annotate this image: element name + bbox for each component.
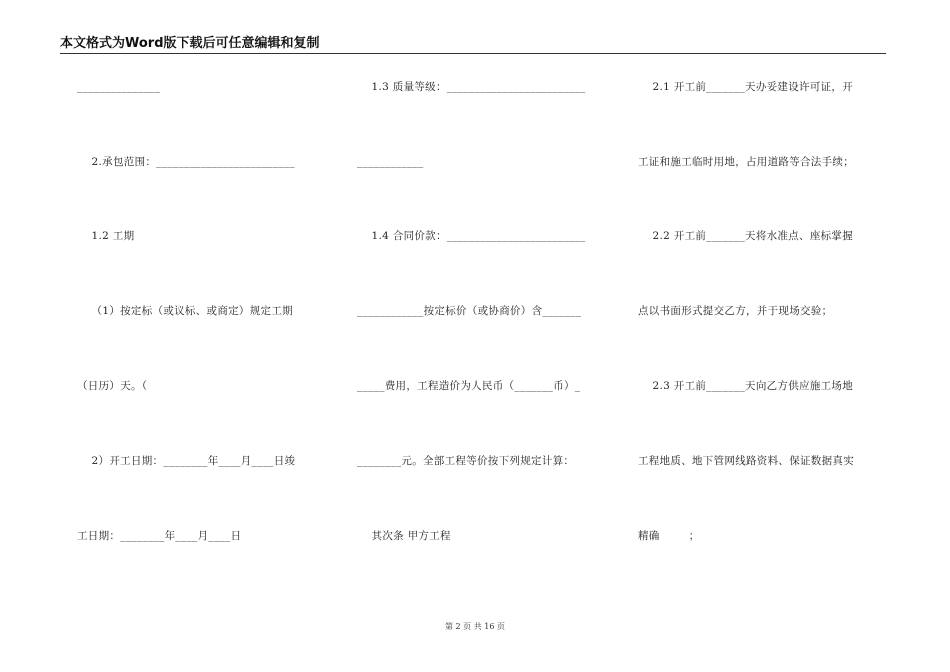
text-column-2 [357,0,605,672]
text-line: 工证和施工临时用地，占用道路等合法手续； [638,156,854,168]
text-line: 2.1 开工前_______天办妥建设许可证，开 [638,81,854,93]
text-column-3 [638,0,886,672]
text-line: ____________ [357,156,424,168]
text-line: 2）开工日期：________年____月____日竣 [77,455,296,467]
text-line: 2.承包范围：_________________________ [77,156,295,168]
text-line: 2.3 开工前_______天向乙方供应施工场地 [638,380,854,392]
text-line: 其次条 甲方工程 [357,530,451,542]
text-line: 2.2 开工前_______天将水准点、座标掌握 [638,230,854,242]
page-number: 第 2 页 共 16 页 [445,622,505,631]
text-line: 精确 ； [638,530,700,542]
page-footer [0,621,950,632]
text-line: 工日期：________年____月____日 [77,530,242,542]
text-line: 1.2 工期 [77,230,135,242]
text-line: _____费用，工程造价为人民币（_______币）_ [357,380,581,392]
text-line: 点以书面形式提交乙方，并于现场交验； [638,305,833,317]
text-line: （1）按定标（或议标、或商定）规定工期 [77,305,293,317]
text-line: （日历）天。（ [77,380,148,392]
text-line: 1.3 质量等级：_________________________ [357,81,586,93]
text-line: 工程地质、地下管网线路资料、保证数据真实 [638,455,854,467]
text-line: 1.4 合同价款：_________________________ [357,230,586,242]
text-line: ________元。全部工程等价按下列规定计算： [357,455,575,467]
text-line: ____________按定标价（或协商价）含_______ [357,305,582,317]
text-column-1 [77,0,325,672]
text-line: _______________ [77,81,161,93]
header-title: 本文格式为Word版下载后可任意编辑和复制 [60,36,320,51]
